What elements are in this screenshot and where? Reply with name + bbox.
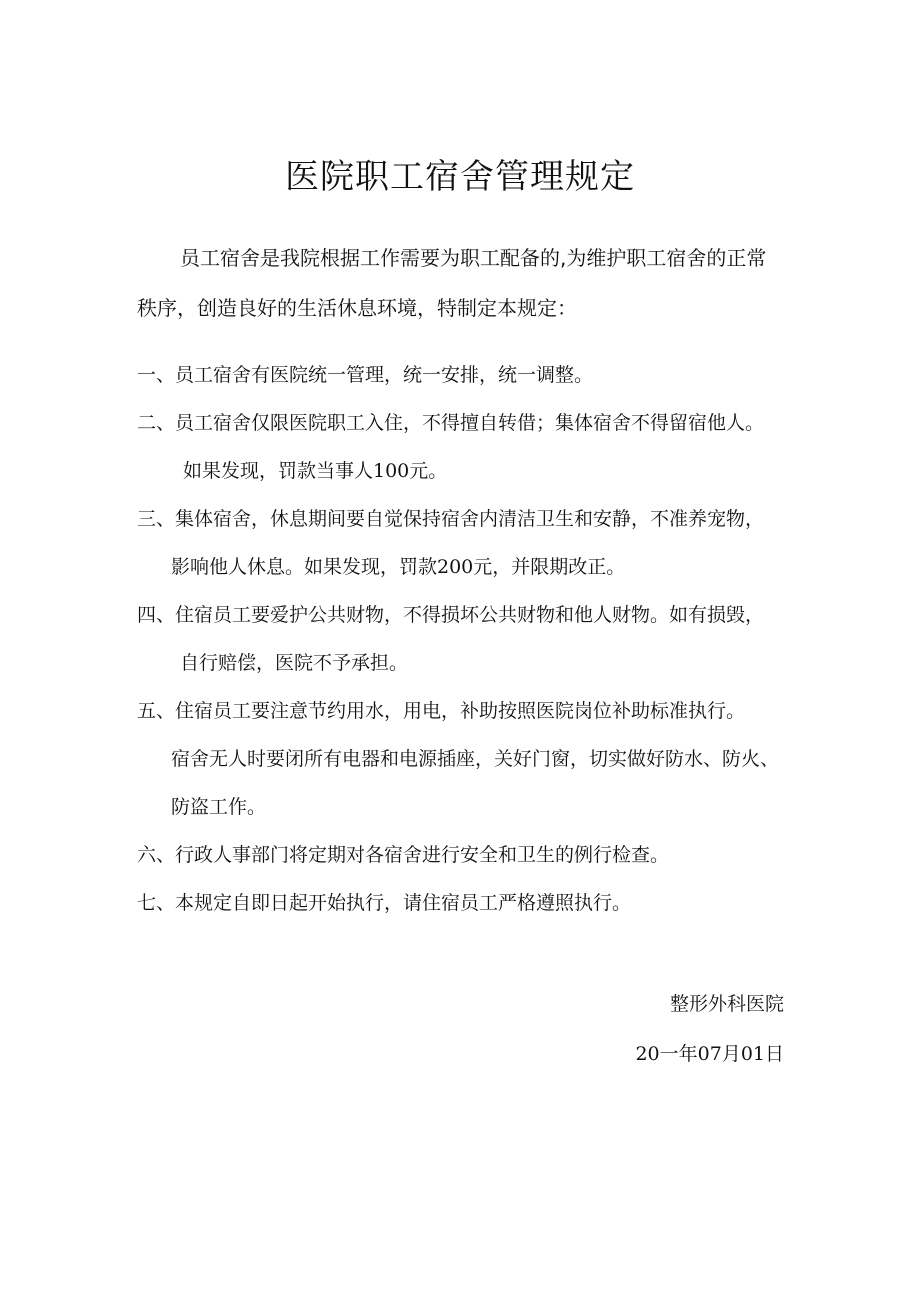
rule-3-continuation: 影响他人休息。如果发现，罚款200元，并限期改正。 (171, 556, 626, 578)
rule-5-continuation-2: 防盗工作。 (171, 796, 267, 818)
rule-5: 五、住宿员工要注意节约用水，用电，补助按照医院岗位补助标准执行。 (137, 700, 746, 722)
intro-line-2: 秩序，创造良好的生活休息环境，特制定本规定： (137, 296, 577, 320)
signature-organization: 整形外科医院 (669, 993, 784, 1015)
rule-7: 七、本规定自即日起开始执行，请住宿员工严格遵照执行。 (137, 892, 632, 914)
rule-6: 六、行政人事部门将定期对各宿舍进行安全和卫生的例行检查。 (137, 844, 670, 866)
document-title: 医院职工宿舍管理规定 (285, 157, 635, 197)
rule-3: 三、集体宿舍，休息期间要自觉保持宿舍内清洁卫生和安静，不准养宠物， (137, 508, 765, 530)
intro-line-1: 员工宿舍是我院根据工作需要为职工配备的,为维护职工宿舍的正常 (180, 246, 767, 270)
signature-date: 20一年07月01日 (635, 1043, 784, 1065)
rule-4: 四、住宿员工要爱护公共财物，不得损坏公共财物和他人财物。如有损毁， (137, 604, 765, 626)
rule-2: 二、员工宿舍仅限医院职工入住，不得擅自转借；集体宿舍不得留宿他人。 (137, 412, 765, 434)
rule-1: 一、员工宿舍有医院统一管理，统一安排，统一调整。 (137, 364, 594, 386)
rule-5-continuation-1: 宿舍无人时要闭所有电器和电源插座，关好门窗，切实做好防水、防火、 (171, 748, 780, 770)
rule-4-continuation: 自行赔偿，医院不予承担。 (180, 652, 409, 674)
rule-2-continuation: 如果发现，罚款当事人100元。 (183, 460, 448, 482)
